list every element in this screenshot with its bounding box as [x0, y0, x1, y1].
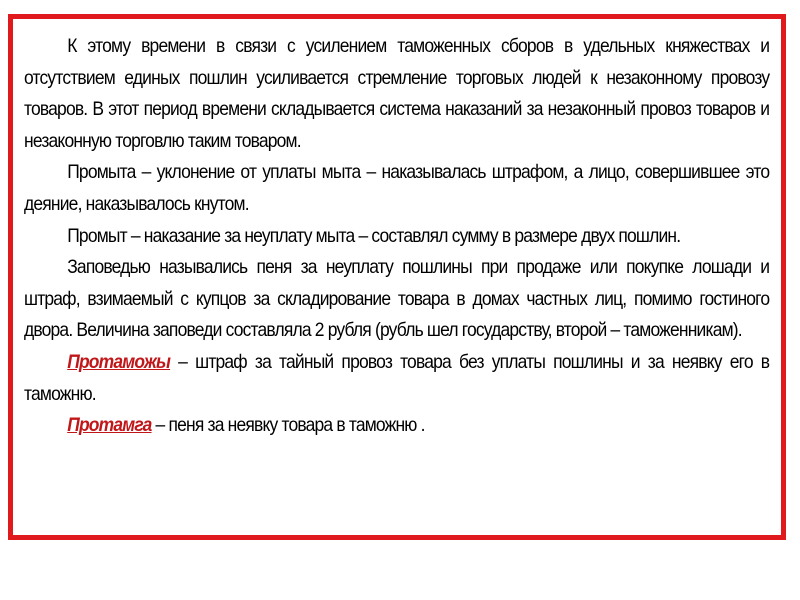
paragraph-protamozhy [24, 347, 769, 410]
paragraph-text: Промыта – уклонение от уплаты мыта – наказывалась штрафом, а лицо, совершившее это деяние, наказывалось кнутом. [24, 161, 770, 215]
paragraph-promyt [24, 221, 769, 253]
term-protamga: Протамга [67, 414, 152, 437]
text-frame [8, 14, 786, 540]
paragraph-protamga [24, 410, 769, 442]
paragraph-period [24, 31, 769, 157]
paragraph-text: – пеня за неявку товара в таможню . [151, 414, 425, 437]
paragraph-promyta [24, 157, 769, 220]
paragraph-text: К этому времени в связи с усилением таможенных сборов в удельных княжествах и отсутствием единых пошлин усиливается стремление торговых людей к незаконному провозу товаров. В этот период времени складывается система наказаний за незаконный провоз товаров и незаконную торговлю таким товаром. [24, 35, 770, 152]
paragraph-zapoved [24, 252, 769, 347]
paragraph-text: Промыт – наказание за неуплату мыта – составлял сумму в размере двух пошлин. [67, 224, 681, 247]
paragraph-text: Заповедью назывались пеня за неуплату пошлины при продаже или покупке лошади и штраф, взимаемый с купцов за складирование товара в домах частных лиц, помимо гостиного двора. Величина заповеди составляла 2 рубля (рубль шел государству, второй – таможенникам). [24, 256, 770, 342]
body-text [24, 31, 769, 442]
term-protamozhy: Протаможы [67, 350, 171, 373]
paragraph-text: – штраф за тайный провоз товара без уплаты пошлины и за неявку его в таможню. [24, 350, 770, 405]
